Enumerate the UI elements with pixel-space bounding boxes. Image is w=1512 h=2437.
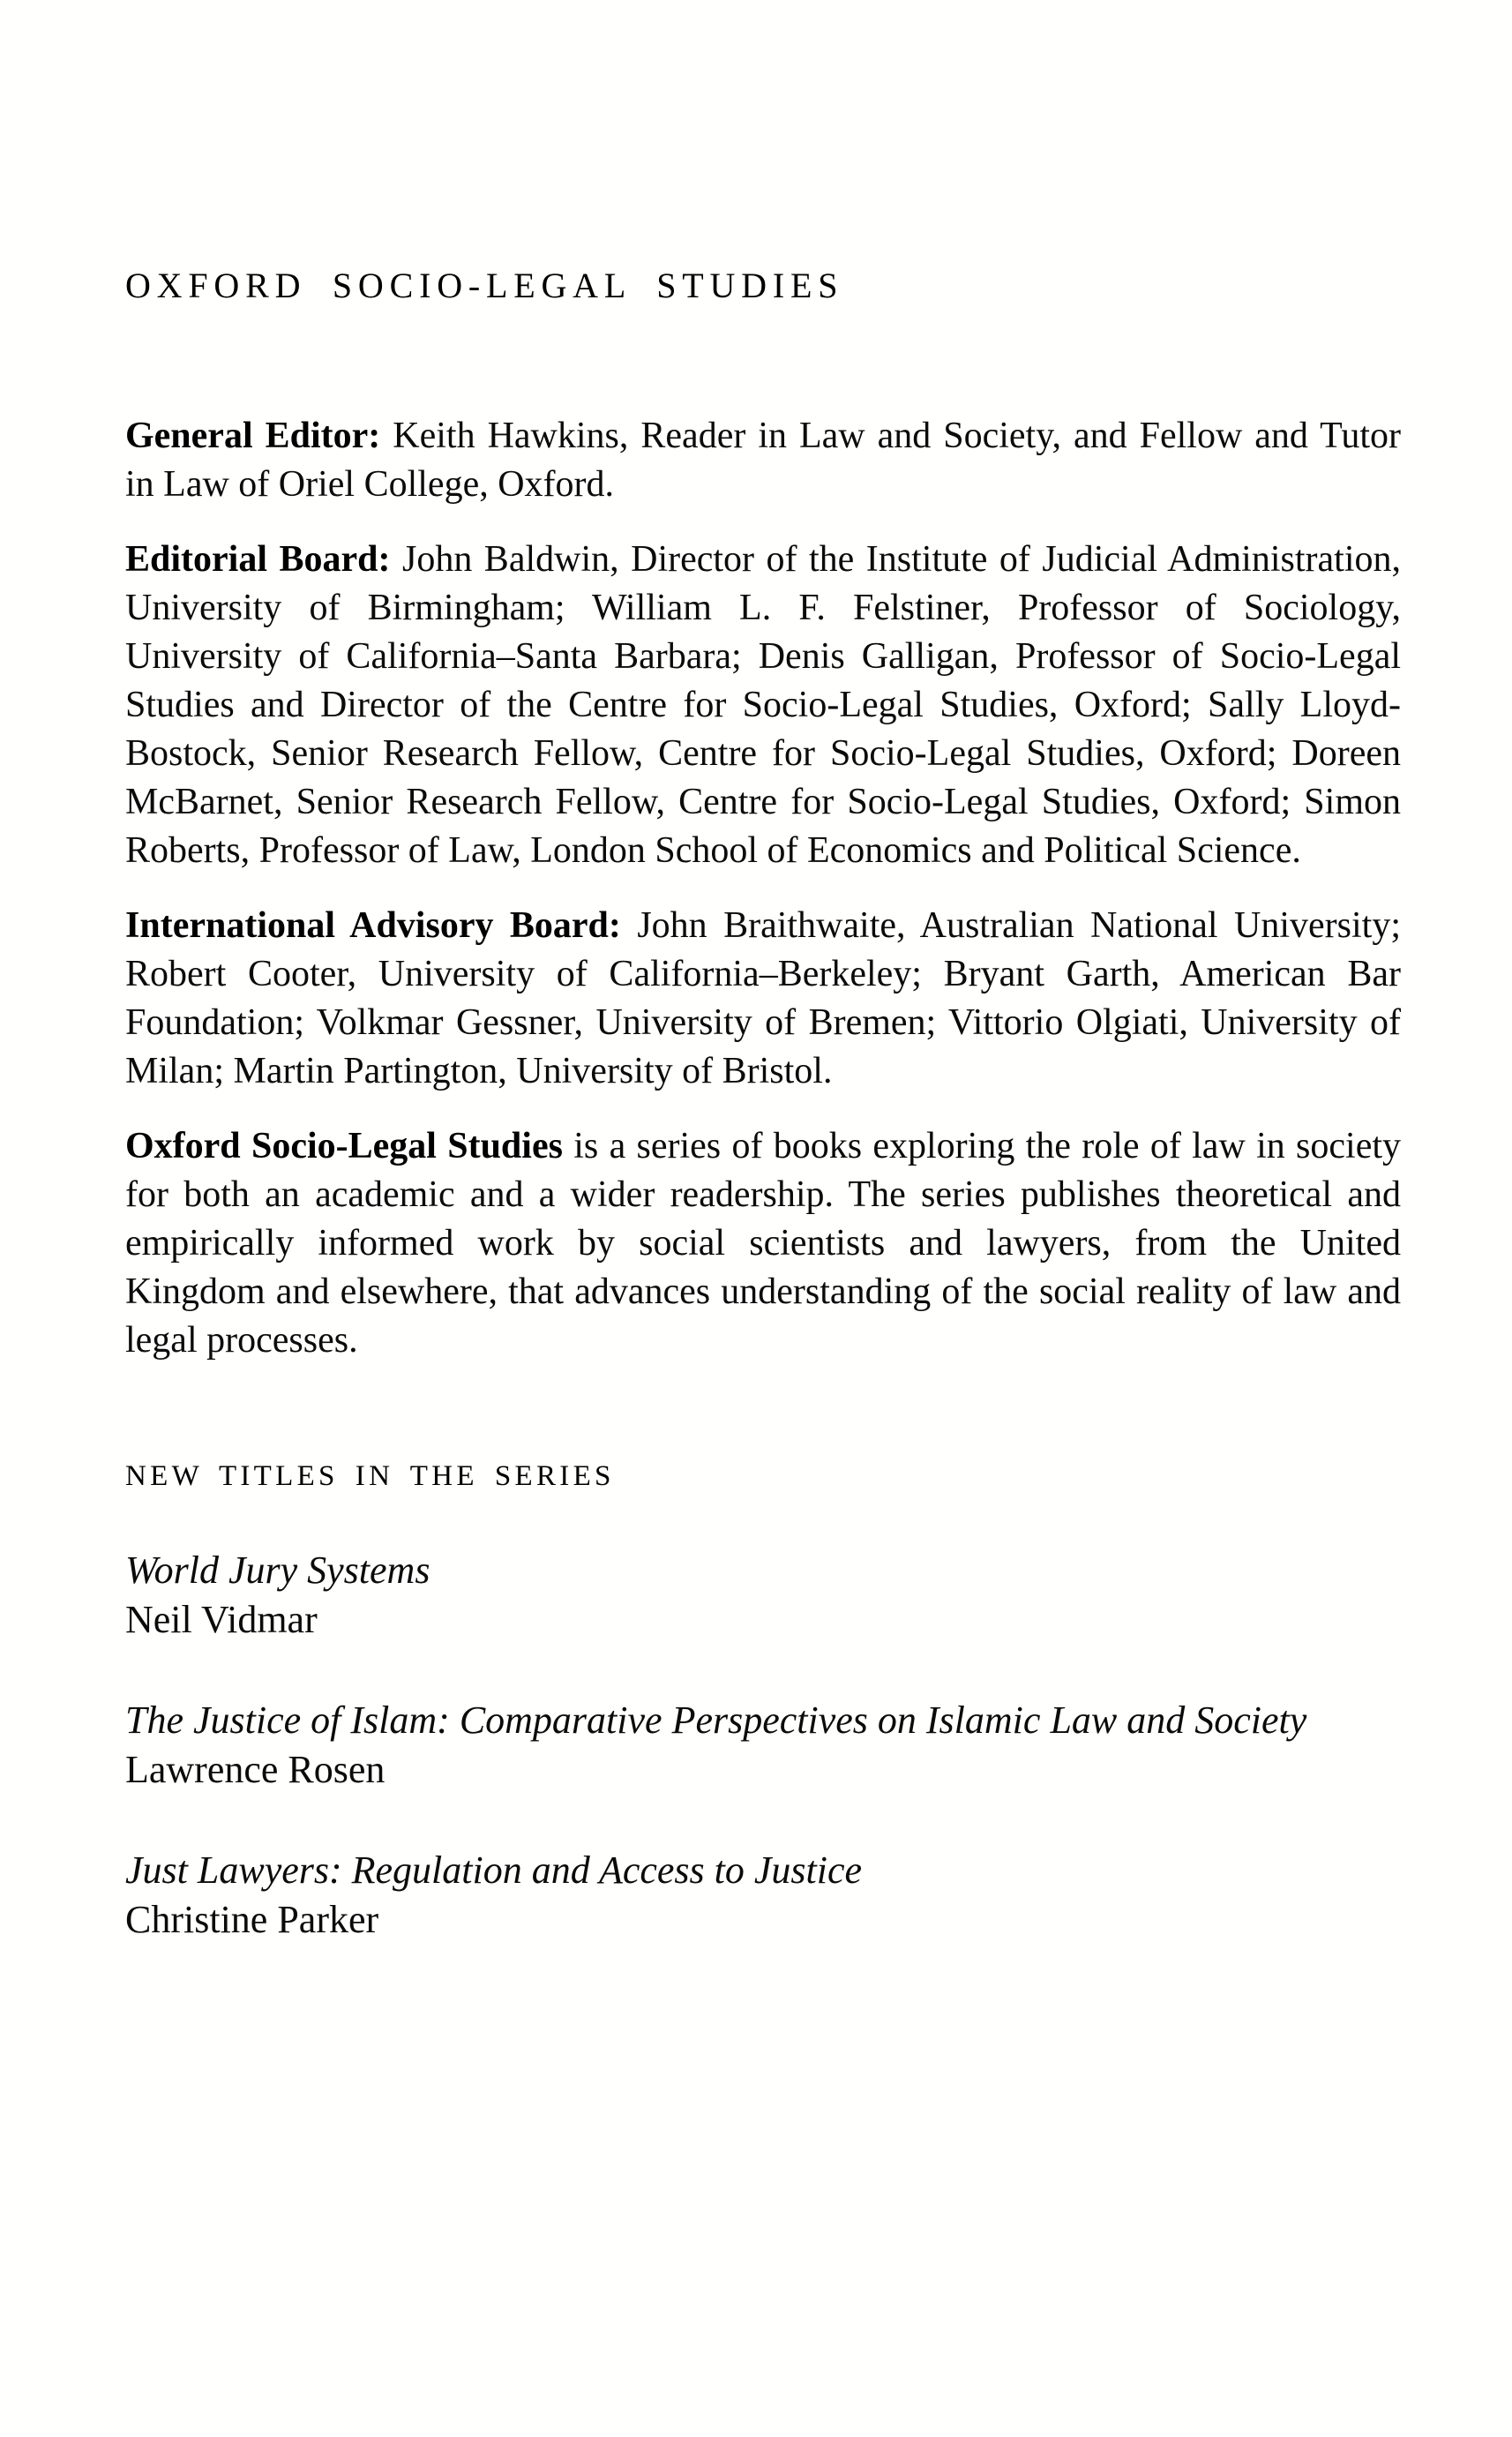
series-heading: OXFORD SOCIO-LEGAL STUDIES (125, 266, 844, 305)
international-advisory-board-text: John Braithwaite, Australian National University; Robert Cooter, University of California–Berkeley; Bryant Garth, American Bar Foundation; Volkmar Gessner, University of Bremen; Vittorio Olgiati, University of Milan; Martin Partington, University of Bristol. (125, 905, 1402, 1091)
book-author: Lawrence Rosen (125, 1748, 385, 1791)
book-title: Just Lawyers: Regulation and Access to Justice (125, 1848, 863, 1892)
list-item (125, 1546, 1401, 1645)
book-author: Neil Vidmar (125, 1598, 318, 1641)
general-editor-label: General Editor: (125, 416, 381, 456)
list-item (125, 1846, 1401, 1945)
book-author: Christine Parker (125, 1898, 379, 1941)
paragraph-series-description (125, 1122, 1401, 1365)
new-titles-heading: NEW TITLES IN THE SERIES (125, 1460, 615, 1492)
paragraph-editorial-board (125, 536, 1401, 875)
book-title: World Jury Systems (125, 1548, 430, 1592)
paragraph-general-editor (125, 412, 1401, 509)
paragraph-international-advisory-board (125, 902, 1401, 1096)
series-description-text: is a series of books exploring the role of law in society for both an academic and a wider readership. The series publishes theoretical and empirically informed work by social scientists and lawyers, from the United Kingdom and elsewhere, that advances understanding of the social reality of law and legal processes. (125, 1126, 1402, 1361)
editorial-board-label: Editorial Board: (125, 539, 391, 580)
book-title: The Justice of Islam: Comparative Perspectives on Islamic Law and Society (125, 1698, 1307, 1742)
international-advisory-board-label: International Advisory Board: (125, 905, 621, 946)
editorial-board-text: John Baldwin, Director of the Institute of Judicial Administration, University of Birmingham; William L. F. Felstiner, Professor of Sociology, University of California–Santa Barbara; Denis Galligan, Professor of Socio-Legal Studies and Director of the Centre for Socio-Legal Studies, Oxford; Sally Lloyd-Bostock, Senior Research Fellow, Centre for Socio-Legal Studies, Oxford; Doreen McBarnet, Senior Research Fellow, Centre for Socio-Legal Studies, Oxford; Simon Roberts, Professor of Law, London School of Economics and Political Science. (125, 539, 1401, 871)
book-list (125, 1546, 1401, 1945)
list-item (125, 1696, 1401, 1795)
series-description-label: Oxford Socio-Legal Studies (125, 1126, 563, 1166)
general-editor-text: Keith Hawkins, Reader in Law and Society, and Fellow and Tutor in Law of Oriel College, Oxford. (125, 416, 1401, 505)
